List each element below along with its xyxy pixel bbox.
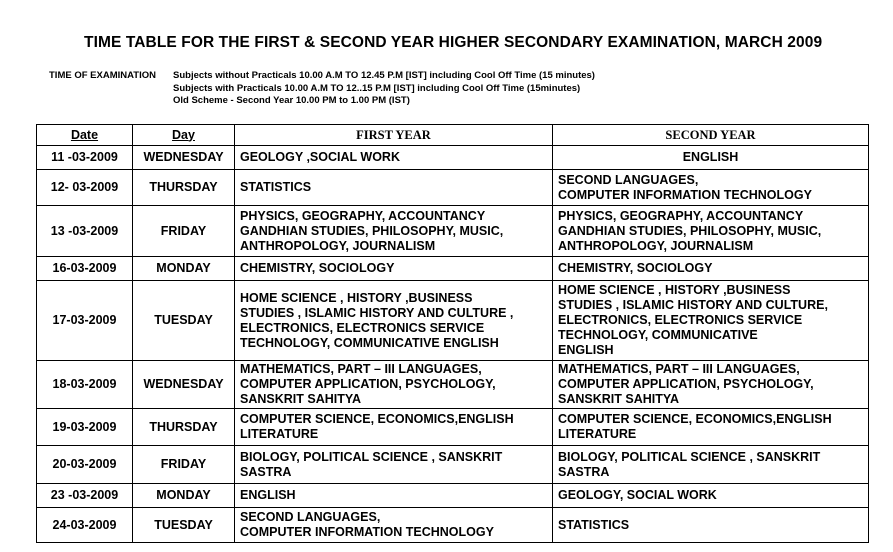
- second-year-cell: SECOND LANGUAGES, COMPUTER INFORMATION TECHNOLOGY: [553, 170, 869, 206]
- first-year-cell: STATISTICS: [235, 170, 553, 206]
- date-cell: 13 -03-2009: [37, 206, 133, 257]
- date-cell: 18-03-2009: [37, 361, 133, 409]
- second-year-cell: MATHEMATICS, PART – III LANGUAGES, COMPUTER APPLICATION, PSYCHOLOGY, SANSKRIT SAHITYA: [553, 361, 869, 409]
- first-year-cell: MATHEMATICS, PART – III LANGUAGES, COMPUTER APPLICATION, PSYCHOLOGY, SANSKRIT SAHITYA: [235, 361, 553, 409]
- table-row: [37, 281, 869, 361]
- date-cell: 20-03-2009: [37, 446, 133, 484]
- header-date: Date: [37, 125, 133, 146]
- header-second-year: SECOND YEAR: [553, 125, 869, 146]
- first-year-cell: ENGLISH: [235, 484, 553, 508]
- date-cell: 23 -03-2009: [37, 484, 133, 508]
- table-row: [37, 257, 869, 281]
- second-year-cell: PHYSICS, GEOGRAPHY, ACCOUNTANCY GANDHIAN STUDIES, PHILOSOPHY, MUSIC, ANTHROPOLOGY, JOURNALISM: [553, 206, 869, 257]
- table-row: [37, 409, 869, 446]
- table-row: [37, 146, 869, 170]
- date-cell: 11 -03-2009: [37, 146, 133, 170]
- time-line-with-practicals: Subjects with Practicals 10.00 A.M TO 12..15 P.M [IST] including Cool Off Time (15minutes): [173, 83, 581, 94]
- second-year-cell: GEOLOGY, SOCIAL WORK: [553, 484, 869, 508]
- table-row: [37, 170, 869, 206]
- day-cell: WEDNESDAY: [133, 361, 235, 409]
- date-cell: 24-03-2009: [37, 508, 133, 543]
- date-cell: 16-03-2009: [37, 257, 133, 281]
- time-of-examination-label: TIME OF EXAMINATION: [49, 70, 156, 81]
- day-cell: MONDAY: [133, 484, 235, 508]
- timetable: [36, 124, 869, 543]
- day-cell: MONDAY: [133, 257, 235, 281]
- header-day: Day: [133, 125, 235, 146]
- first-year-cell: GEOLOGY ,SOCIAL WORK: [235, 146, 553, 170]
- header-row: [37, 125, 869, 146]
- table-row: [37, 361, 869, 409]
- first-year-cell: SECOND LANGUAGES, COMPUTER INFORMATION TECHNOLOGY: [235, 508, 553, 543]
- table-row: [37, 508, 869, 543]
- first-year-cell: PHYSICS, GEOGRAPHY, ACCOUNTANCY GANDHIAN STUDIES, PHILOSOPHY, MUSIC, ANTHROPOLOGY, JOURNALISM: [235, 206, 553, 257]
- first-year-cell: HOME SCIENCE , HISTORY ,BUSINESS STUDIES , ISLAMIC HISTORY AND CULTURE , ELECTRONICS, ELECTRONICS SERVICE TECHNOLOGY, COMMUNICATIVE ENGLISH: [235, 281, 553, 361]
- date-cell: 12- 03-2009: [37, 170, 133, 206]
- header-first-year: FIRST YEAR: [235, 125, 553, 146]
- day-cell: WEDNESDAY: [133, 146, 235, 170]
- first-year-cell: BIOLOGY, POLITICAL SCIENCE , SANSKRIT SASTRA: [235, 446, 553, 484]
- table-row: [37, 206, 869, 257]
- page-title: TIME TABLE FOR THE FIRST & SECOND YEAR HIGHER SECONDARY EXAMINATION, MARCH 2009: [84, 34, 823, 51]
- date-cell: 19-03-2009: [37, 409, 133, 446]
- second-year-cell: HOME SCIENCE , HISTORY ,BUSINESS STUDIES , ISLAMIC HISTORY AND CULTURE, ELECTRONICS, ELECTRONICS SERVICE TECHNOLOGY, COMMUNICATIVE ENGLISH: [553, 281, 869, 361]
- day-cell: FRIDAY: [133, 206, 235, 257]
- date-cell: 17-03-2009: [37, 281, 133, 361]
- time-line-without-practicals: Subjects without Practicals 10.00 A.M TO 12.45 P.M [IST] including Cool Off Time (15 minutes): [173, 70, 595, 81]
- day-cell: TUESDAY: [133, 508, 235, 543]
- day-cell: TUESDAY: [133, 281, 235, 361]
- first-year-cell: CHEMISTRY, SOCIOLOGY: [235, 257, 553, 281]
- second-year-cell: COMPUTER SCIENCE, ECONOMICS,ENGLISH LITERATURE: [553, 409, 869, 446]
- day-cell: FRIDAY: [133, 446, 235, 484]
- second-year-cell: BIOLOGY, POLITICAL SCIENCE , SANSKRIT SASTRA: [553, 446, 869, 484]
- second-year-cell: ENGLISH: [553, 146, 869, 170]
- table-row: [37, 446, 869, 484]
- first-year-cell: COMPUTER SCIENCE, ECONOMICS,ENGLISH LITERATURE: [235, 409, 553, 446]
- day-cell: THURSDAY: [133, 170, 235, 206]
- time-line-old-scheme: Old Scheme - Second Year 10.00 PM to 1.00 PM (IST): [173, 95, 410, 106]
- second-year-cell: CHEMISTRY, SOCIOLOGY: [553, 257, 869, 281]
- table-row: [37, 484, 869, 508]
- day-cell: THURSDAY: [133, 409, 235, 446]
- second-year-cell: STATISTICS: [553, 508, 869, 543]
